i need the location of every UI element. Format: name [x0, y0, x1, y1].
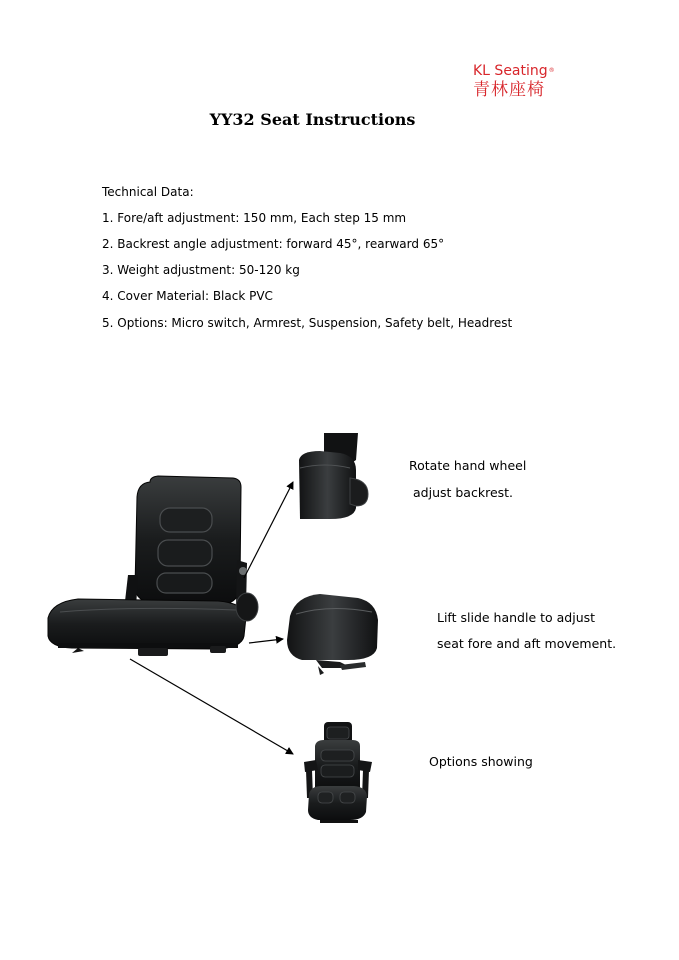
brand-name-en: KL Seating [473, 63, 548, 79]
caption-slide-line1: Lift slide handle to adjust [437, 610, 596, 625]
backrest-wheel-detail-image [298, 433, 380, 519]
caption-options: Options showing [429, 754, 533, 769]
page-title: YY32 Seat Instructions [209, 110, 416, 129]
arrow-to-slide-detail [249, 639, 283, 643]
main-seat-image [48, 476, 258, 656]
spec-item-weight: 3. Weight adjustment: 50-120 kg [102, 263, 300, 277]
spec-item-options: 5. Options: Micro switch, Armrest, Suspension, Safety belt, Headrest [102, 316, 513, 330]
caption-backrest-line2: adjust backrest. [413, 485, 514, 500]
spec-item-cover-material: 4. Cover Material: Black PVC [102, 289, 273, 303]
arrow-to-backrest-detail [244, 482, 293, 578]
registered-mark: ® [548, 67, 555, 74]
brand-name-cn: 青林座椅 [473, 80, 545, 100]
caption-backrest-line1: Rotate hand wheel [409, 458, 527, 473]
spec-item-fore-aft: 1. Fore/aft adjustment: 150 mm, Each step 15 mm [102, 211, 407, 225]
slide-handle-detail-image [287, 594, 378, 675]
caption-slide-line2: seat fore and aft movement. [437, 636, 617, 651]
options-seat-image [304, 722, 372, 823]
arrow-to-options-detail [130, 659, 293, 754]
technical-data-heading: Technical Data: [102, 185, 194, 199]
spec-item-backrest-angle: 2. Backrest angle adjustment: forward 45°, rearward 65° [102, 237, 445, 251]
